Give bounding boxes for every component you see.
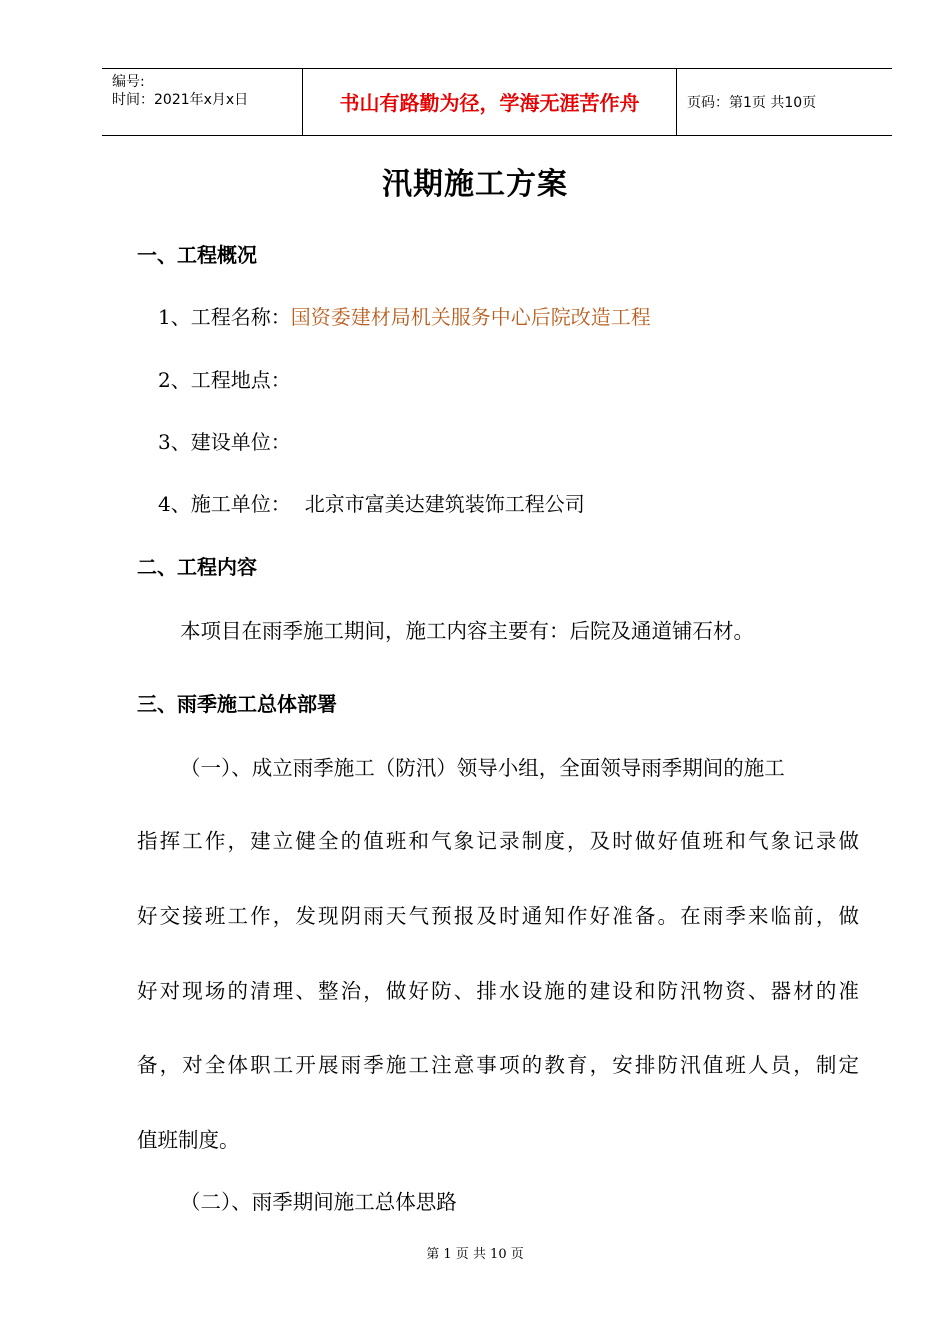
deployment-line-2: 指挥工作，建立健全的值班和气象记录制度，及时做好值班和气象记录做	[137, 829, 859, 853]
item-value: 北京市富美达建筑装饰工程公司	[304, 492, 585, 516]
project-name-value: 国资委建材局机关服务中心后院改造工程	[290, 305, 651, 329]
overview-item-owner	[158, 428, 291, 456]
section-heading-content: 二、工程内容	[137, 555, 257, 579]
header-motto-cell	[303, 69, 677, 135]
content-paragraph: 本项目在雨季施工期间，施工内容主要有：后院及通道铺石材。	[180, 619, 754, 643]
page-footer: 第 1 页 共 10 页	[426, 1247, 524, 1262]
section-heading-deployment: 三、雨季施工总体部署	[137, 692, 337, 716]
page-code: 页码：第1页 共10页	[687, 95, 817, 111]
deployment-line-1: （一）、成立雨季施工（防汛）领导小组，全面领导雨季期间的施工	[180, 756, 785, 780]
deployment-subheading-2: （二）、雨季期间施工总体思路	[180, 1190, 457, 1214]
time-label: 时间：2021年x月x日	[112, 92, 249, 108]
item-label: 2、工程地点：	[158, 368, 291, 392]
motto: 书山有路勤为径，学海无涯苦作舟	[339, 91, 640, 115]
overview-item-location	[158, 366, 291, 394]
item-label: 4、施工单位：	[158, 492, 291, 516]
number-label: 编号:	[112, 74, 145, 90]
deployment-line-3: 好交接班工作，发现阴雨天气预报及时通知作好准备。在雨季来临前，做	[137, 904, 859, 928]
page-header	[102, 68, 892, 136]
deployment-line-5: 备，对全体职工开展雨季施工注意事项的教育，安排防汛值班人员，制定	[137, 1053, 859, 1077]
item-label: 3、建设单位：	[158, 430, 291, 454]
item-label: 1、工程名称：	[158, 305, 291, 329]
document-title: 汛期施工方案	[382, 167, 568, 202]
header-meta-cell	[102, 69, 303, 135]
section-heading-overview: 一、工程概况	[137, 243, 257, 267]
header-page-cell	[677, 69, 892, 135]
deployment-line-4: 好对现场的清理、整治，做好防、排水设施的建设和防汛物资、器材的准	[137, 979, 859, 1003]
overview-item-name	[158, 303, 651, 331]
deployment-line-6: 值班制度。	[137, 1128, 240, 1152]
overview-item-contractor	[158, 490, 585, 518]
